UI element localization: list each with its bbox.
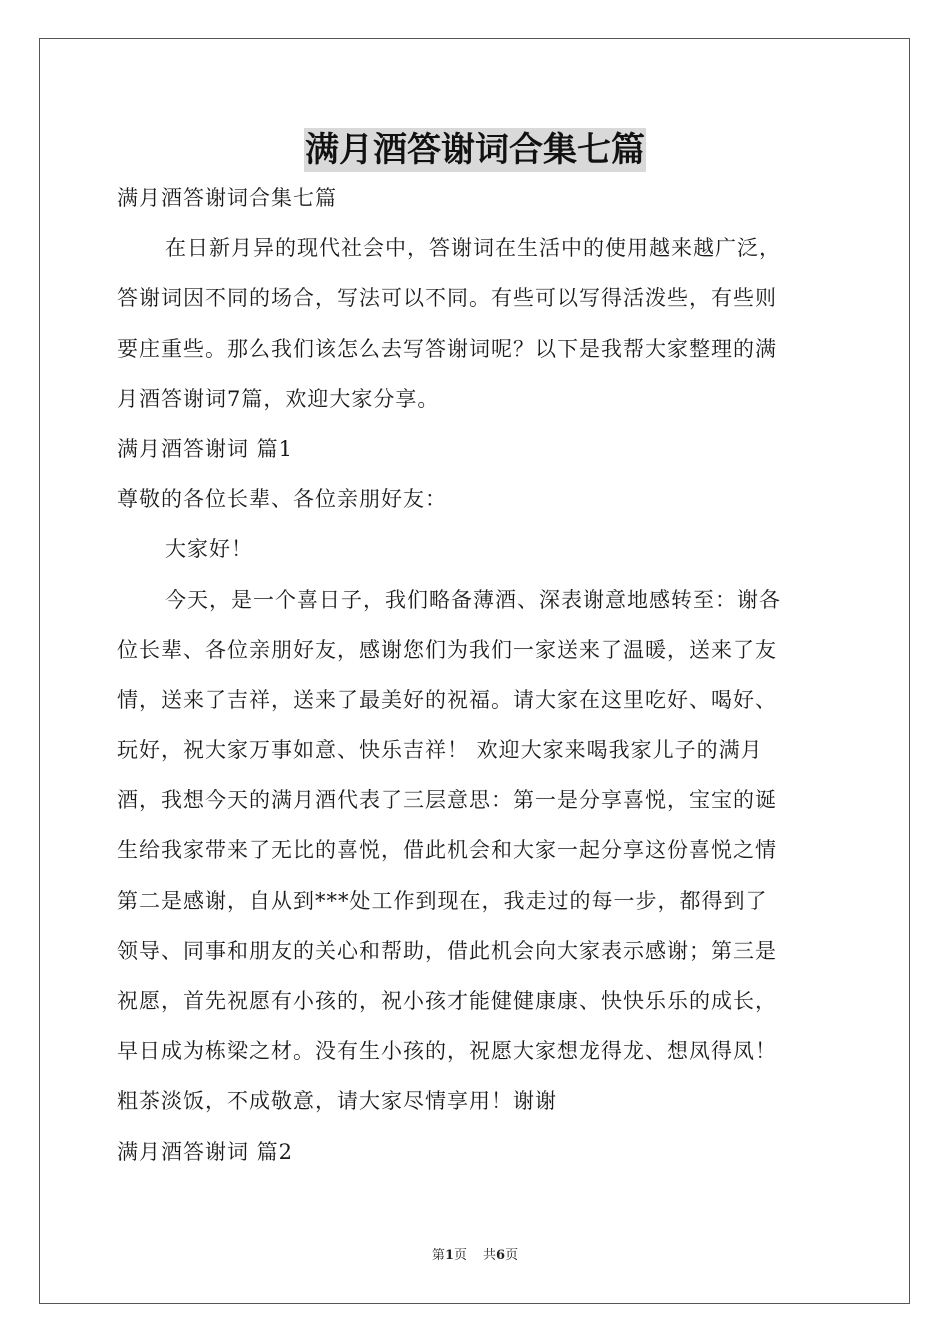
text-line: 玩好，祝大家万事如意、快乐吉祥！ 欢迎大家来喝我家儿子的满月 [117, 738, 763, 763]
text-line: 粗茶淡饭，不成敬意，请大家尽情享用！谢谢 [117, 1089, 557, 1114]
text-line: 生给我家带来了无比的喜悦，借此机会和大家一起分享这份喜悦之情 [117, 838, 777, 863]
text-line: 满月酒答谢词 篇1 [117, 436, 294, 461]
page-suffix: 页 [453, 1248, 467, 1263]
text-line: 尊敬的各位长辈、各位亲朋好友： [117, 487, 447, 512]
text-line: 满月酒答谢词 篇2 [117, 1139, 294, 1164]
text-line: 早日成为栋梁之材。没有生小孩的，祝愿大家想龙得龙、想凤得凤！ [117, 1039, 777, 1064]
text-line: 今天，是一个喜日子，我们略备薄酒、深表谢意地感转至：谢各 [165, 587, 781, 612]
total-prefix: 共 [483, 1248, 497, 1263]
text-line: 答谢词因不同的场合，写法可以不同。有些可以写得活泼些，有些则 [117, 286, 777, 311]
text-line: 要庄重些。那么我们该怎么去写答谢词呢？以下是我帮大家整理的满 [117, 336, 777, 361]
page-number: 1 [444, 1248, 454, 1263]
document-title: 满月酒答谢词合集七篇 [305, 130, 645, 170]
text-line: 第二是感谢，自从到***处工作到现在，我走过的每一步，都得到了 [117, 888, 768, 913]
page-footer [0, 1246, 950, 1266]
title-wrap [0, 128, 950, 172]
total-suffix: 页 [505, 1248, 519, 1263]
text-line: 在日新月异的现代社会中，答谢词在生活中的使用越来越广泛， [165, 236, 781, 261]
page-prefix: 第 [431, 1248, 445, 1263]
text-line: 满月酒答谢词合集七篇 [117, 186, 337, 210]
text-line: 酒，我想今天的满月酒代表了三层意思：第一是分享喜悦，宝宝的诞 [117, 788, 777, 813]
text-line: 大家好！ [165, 537, 253, 562]
text-line: 领导、同事和朋友的关心和帮助，借此机会向大家表示感谢；第三是 [117, 938, 777, 963]
text-line: 祝愿，首先祝愿有小孩的，祝小孩才能健健康康、快快乐乐的成长， [117, 989, 777, 1013]
text-line: 月酒答谢词7篇，欢迎大家分享。 [117, 386, 440, 411]
total-pages: 6 [496, 1248, 506, 1263]
text-line: 位长辈、各位亲朋好友，感谢您们为我们一家送来了温暖，送来了友 [117, 637, 777, 662]
text-line: 情，送来了吉祥，送来了最美好的祝福。请大家在这里吃好、喝好、 [117, 687, 777, 712]
document-body [117, 173, 837, 1177]
